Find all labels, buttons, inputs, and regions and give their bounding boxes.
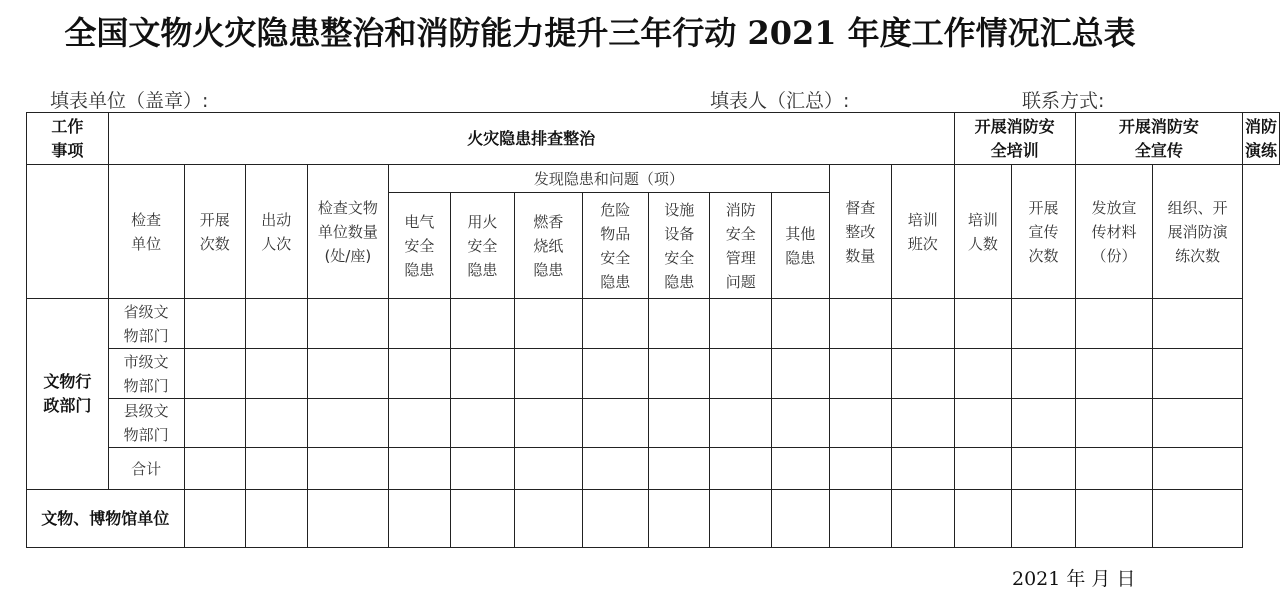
header-drill: 消防演练 <box>1243 113 1280 165</box>
data-cell <box>1153 299 1243 349</box>
data-cell <box>1153 399 1243 448</box>
data-cell <box>710 448 772 490</box>
data-cell <box>515 448 582 490</box>
data-cell <box>184 448 246 490</box>
header-training: 开展消防安全培训 <box>954 113 1075 165</box>
data-cell <box>829 399 891 448</box>
data-cell <box>648 490 710 548</box>
header-inspect-unit: 检查单位 <box>108 165 184 299</box>
data-cell <box>648 399 710 448</box>
data-cell <box>1012 490 1076 548</box>
data-cell <box>710 299 772 349</box>
summary-table <box>26 112 1280 548</box>
header-fire-hazard: 火灾隐患排查整治 <box>108 113 954 165</box>
data-cell <box>184 399 246 448</box>
data-cell <box>1012 299 1076 349</box>
data-cell <box>450 399 514 448</box>
header-train-people: 培训人数 <box>954 165 1012 299</box>
data-cell <box>954 299 1012 349</box>
data-cell <box>389 349 451 399</box>
header-dangerous: 危险物品安全隐患 <box>582 193 648 299</box>
header-electric: 电气安全隐患 <box>389 193 451 299</box>
data-cell <box>892 490 954 548</box>
header-promo-times: 开展宣传次数 <box>1012 165 1076 299</box>
data-cell <box>184 349 246 399</box>
row-museums: 文物、博物馆单位 <box>27 490 185 548</box>
data-cell <box>515 299 582 349</box>
data-cell <box>515 349 582 399</box>
page-title: 全国文物火灾隐患整治和消防能力提升三年行动 2021 年度工作情况汇总表 <box>64 14 1136 52</box>
data-cell <box>771 349 829 399</box>
header-work-item: 工作事项 <box>27 113 109 165</box>
row-total: 合计 <box>108 448 184 490</box>
data-cell <box>829 490 891 548</box>
data-cell <box>515 399 582 448</box>
data-cell <box>829 448 891 490</box>
header-supervise: 督查整改数量 <box>829 165 891 299</box>
header-drill-times: 组织、开展消防演练次数 <box>1153 165 1243 299</box>
header-corner-blank <box>27 165 109 299</box>
header-management: 消防安全管理问题 <box>710 193 772 299</box>
data-cell <box>307 349 389 399</box>
data-cell <box>892 448 954 490</box>
header-personnel: 出动人次 <box>246 165 308 299</box>
data-cell <box>1075 399 1153 448</box>
header-found-issues: 发现隐患和问题（项） <box>389 165 829 193</box>
data-cell <box>450 299 514 349</box>
data-cell <box>389 448 451 490</box>
data-cell <box>184 490 246 548</box>
data-cell <box>954 399 1012 448</box>
header-sites: 检查文物单位数量(处/座) <box>307 165 389 299</box>
data-cell <box>307 399 389 448</box>
data-cell <box>246 349 308 399</box>
data-cell <box>1075 490 1153 548</box>
data-cell <box>954 490 1012 548</box>
row-admin-group: 文物行政部门 <box>27 299 109 490</box>
row-county: 县级文物部门 <box>108 399 184 448</box>
data-cell <box>389 299 451 349</box>
data-cell <box>450 490 514 548</box>
data-cell <box>450 448 514 490</box>
data-cell <box>648 299 710 349</box>
data-cell <box>582 490 648 548</box>
footer-date: 2021 年 月 日 <box>1012 568 1136 590</box>
data-cell <box>515 490 582 548</box>
data-cell <box>710 490 772 548</box>
data-cell <box>246 299 308 349</box>
data-cell <box>954 349 1012 399</box>
data-cell <box>771 448 829 490</box>
data-cell <box>246 490 308 548</box>
header-promotion: 开展消防安全宣传 <box>1075 113 1242 165</box>
data-cell <box>710 399 772 448</box>
data-cell <box>648 448 710 490</box>
data-cell <box>1012 448 1076 490</box>
data-cell <box>184 299 246 349</box>
data-cell <box>1075 448 1153 490</box>
header-incense: 燃香烧纸隐患 <box>515 193 582 299</box>
data-cell <box>1153 349 1243 399</box>
unit-label: 填表单位（盖章）: <box>50 90 209 112</box>
data-cell <box>582 349 648 399</box>
data-cell <box>892 399 954 448</box>
data-cell <box>582 299 648 349</box>
row-municipal: 市级文物部门 <box>108 349 184 399</box>
data-cell <box>771 490 829 548</box>
data-cell <box>246 399 308 448</box>
data-cell <box>389 490 451 548</box>
data-cell <box>829 299 891 349</box>
contact-label: 联系方式: <box>1022 90 1105 112</box>
data-cell <box>1075 299 1153 349</box>
data-cell <box>1012 399 1076 448</box>
data-cell <box>582 399 648 448</box>
data-cell <box>892 349 954 399</box>
header-train-classes: 培训班次 <box>892 165 954 299</box>
data-cell <box>389 399 451 448</box>
header-times: 开展次数 <box>184 165 246 299</box>
data-cell <box>771 399 829 448</box>
header-materials: 发放宣传材料（份） <box>1075 165 1153 299</box>
data-cell <box>307 448 389 490</box>
data-cell <box>648 349 710 399</box>
data-cell <box>710 349 772 399</box>
filler-label: 填表人（汇总）: <box>710 90 850 112</box>
data-cell <box>450 349 514 399</box>
data-cell <box>307 299 389 349</box>
data-cell <box>1153 448 1243 490</box>
row-provincial: 省级文物部门 <box>108 299 184 349</box>
data-cell <box>771 299 829 349</box>
header-fire-use: 用火安全隐患 <box>450 193 514 299</box>
data-cell <box>954 448 1012 490</box>
data-cell <box>1153 490 1243 548</box>
header-other: 其他隐患 <box>771 193 829 299</box>
data-cell <box>1012 349 1076 399</box>
data-cell <box>582 448 648 490</box>
header-facilities: 设施设备安全隐患 <box>648 193 710 299</box>
data-cell <box>246 448 308 490</box>
data-cell <box>892 299 954 349</box>
data-cell <box>307 490 389 548</box>
data-cell <box>829 349 891 399</box>
data-cell <box>1075 349 1153 399</box>
